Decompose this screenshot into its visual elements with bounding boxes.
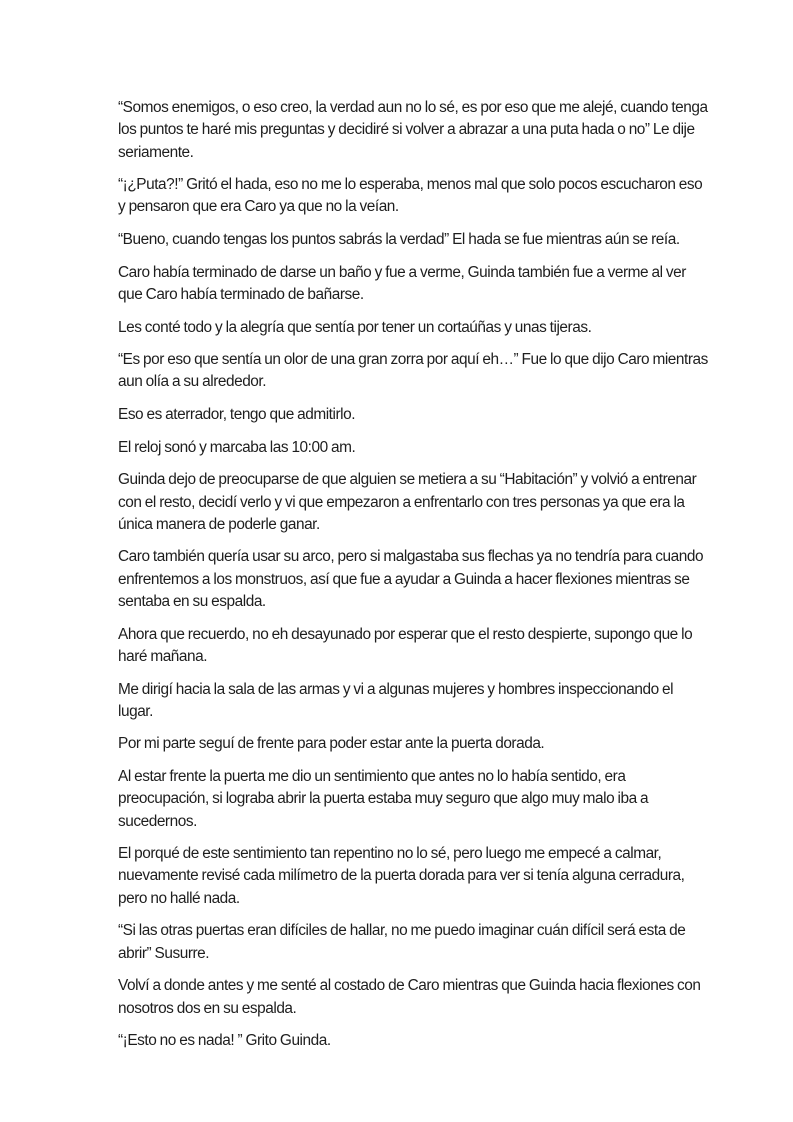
paragraph-1: “Somos enemigos, o eso creo, la verdad aun no lo sé, es por eso que me alejé, cuando tenga los puntos te haré mis preguntas y decidiré si volver a abrazar a una puta hada o no” Le dije seriamente. [118, 99, 708, 161]
paragraph-3: “Bueno, cuando tengas los puntos sabrás la verdad” El hada se fue mientras aún se reía. [118, 231, 680, 249]
paragraph-6: “Es por eso que sentía un olor de una gran zorra por aquí eh…” Fue lo que dijo Caro mientras aun olía a su alrededor. [118, 351, 708, 391]
paragraph-13: Por mi parte seguí de frente para poder estar ante la puerta dorada. [118, 735, 545, 753]
document-body [118, 97, 710, 1063]
paragraph-8: El reloj sonó y marcaba las 10:00 am. [118, 438, 356, 456]
paragraph-18: “¡Esto no es nada! ” Grito Guinda. [118, 1032, 331, 1050]
paragraph-9: Guinda dejo de preocuparse de que alguien se metiera a su “Habitación” y volvió a entrenar con el resto, decidí verlo y vi que empezaron a enfrentarlo con tres personas ya que era la única manera de poderle ganar. [118, 471, 697, 533]
paragraph-5: Les conté todo y la alegría que sentía por tener un cortaúñas y unas tijeras. [118, 318, 592, 336]
paragraph-2: “¡¿Puta?!” Gritó el hada, eso no me lo esperaba, menos mal que solo pocos escucharon eso y pensaron que era Caro ya que no la veían. [118, 176, 703, 216]
paragraph-7: Eso es aterrador, tengo que admitirlo. [118, 406, 356, 424]
paragraph-11: Ahora que recuerdo, no eh desayunado por esperar que el resto despierte, supongo que lo haré mañana. [118, 625, 693, 665]
paragraph-12: Me dirigí hacia la sala de las armas y vi a algunas mujeres y hombres inspeccionando el lugar. [118, 680, 674, 720]
paragraph-17: Volví a donde antes y me senté al costado de Caro mientras que Guinda hacia flexiones con nosotros dos en su espalda. [118, 977, 701, 1017]
paragraph-15: El porqué de este sentimiento tan repentino no lo sé, pero luego me empecé a calmar, nuevamente revisé cada milímetro de la puerta dorada para ver si tenía alguna cerradura, pero no hallé nada. [118, 845, 685, 907]
paragraph-4: Caro había terminado de darse un baño y fue a verme, Guinda también fue a verme al ver que Caro había terminado de bañarse. [118, 263, 686, 303]
paragraph-14: Al estar frente la puerta me dio un sentimiento que antes no lo había sentido, era preocupación, si lograba abrir la puerta estaba muy seguro que algo muy malo iba a sucedernos. [118, 767, 649, 830]
paragraph-16: “Si las otras puertas eran difíciles de hallar, no me puedo imaginar cuán difícil será esta de abrir” Susurre. [118, 922, 686, 962]
paragraph-10: Caro también quería usar su arco, pero si malgastaba sus flechas ya no tendría para cuando enfrentemos a los monstruos, así que fue a ayudar a Guinda a hacer flexiones mientras se sentaba en su espalda. [118, 548, 704, 611]
